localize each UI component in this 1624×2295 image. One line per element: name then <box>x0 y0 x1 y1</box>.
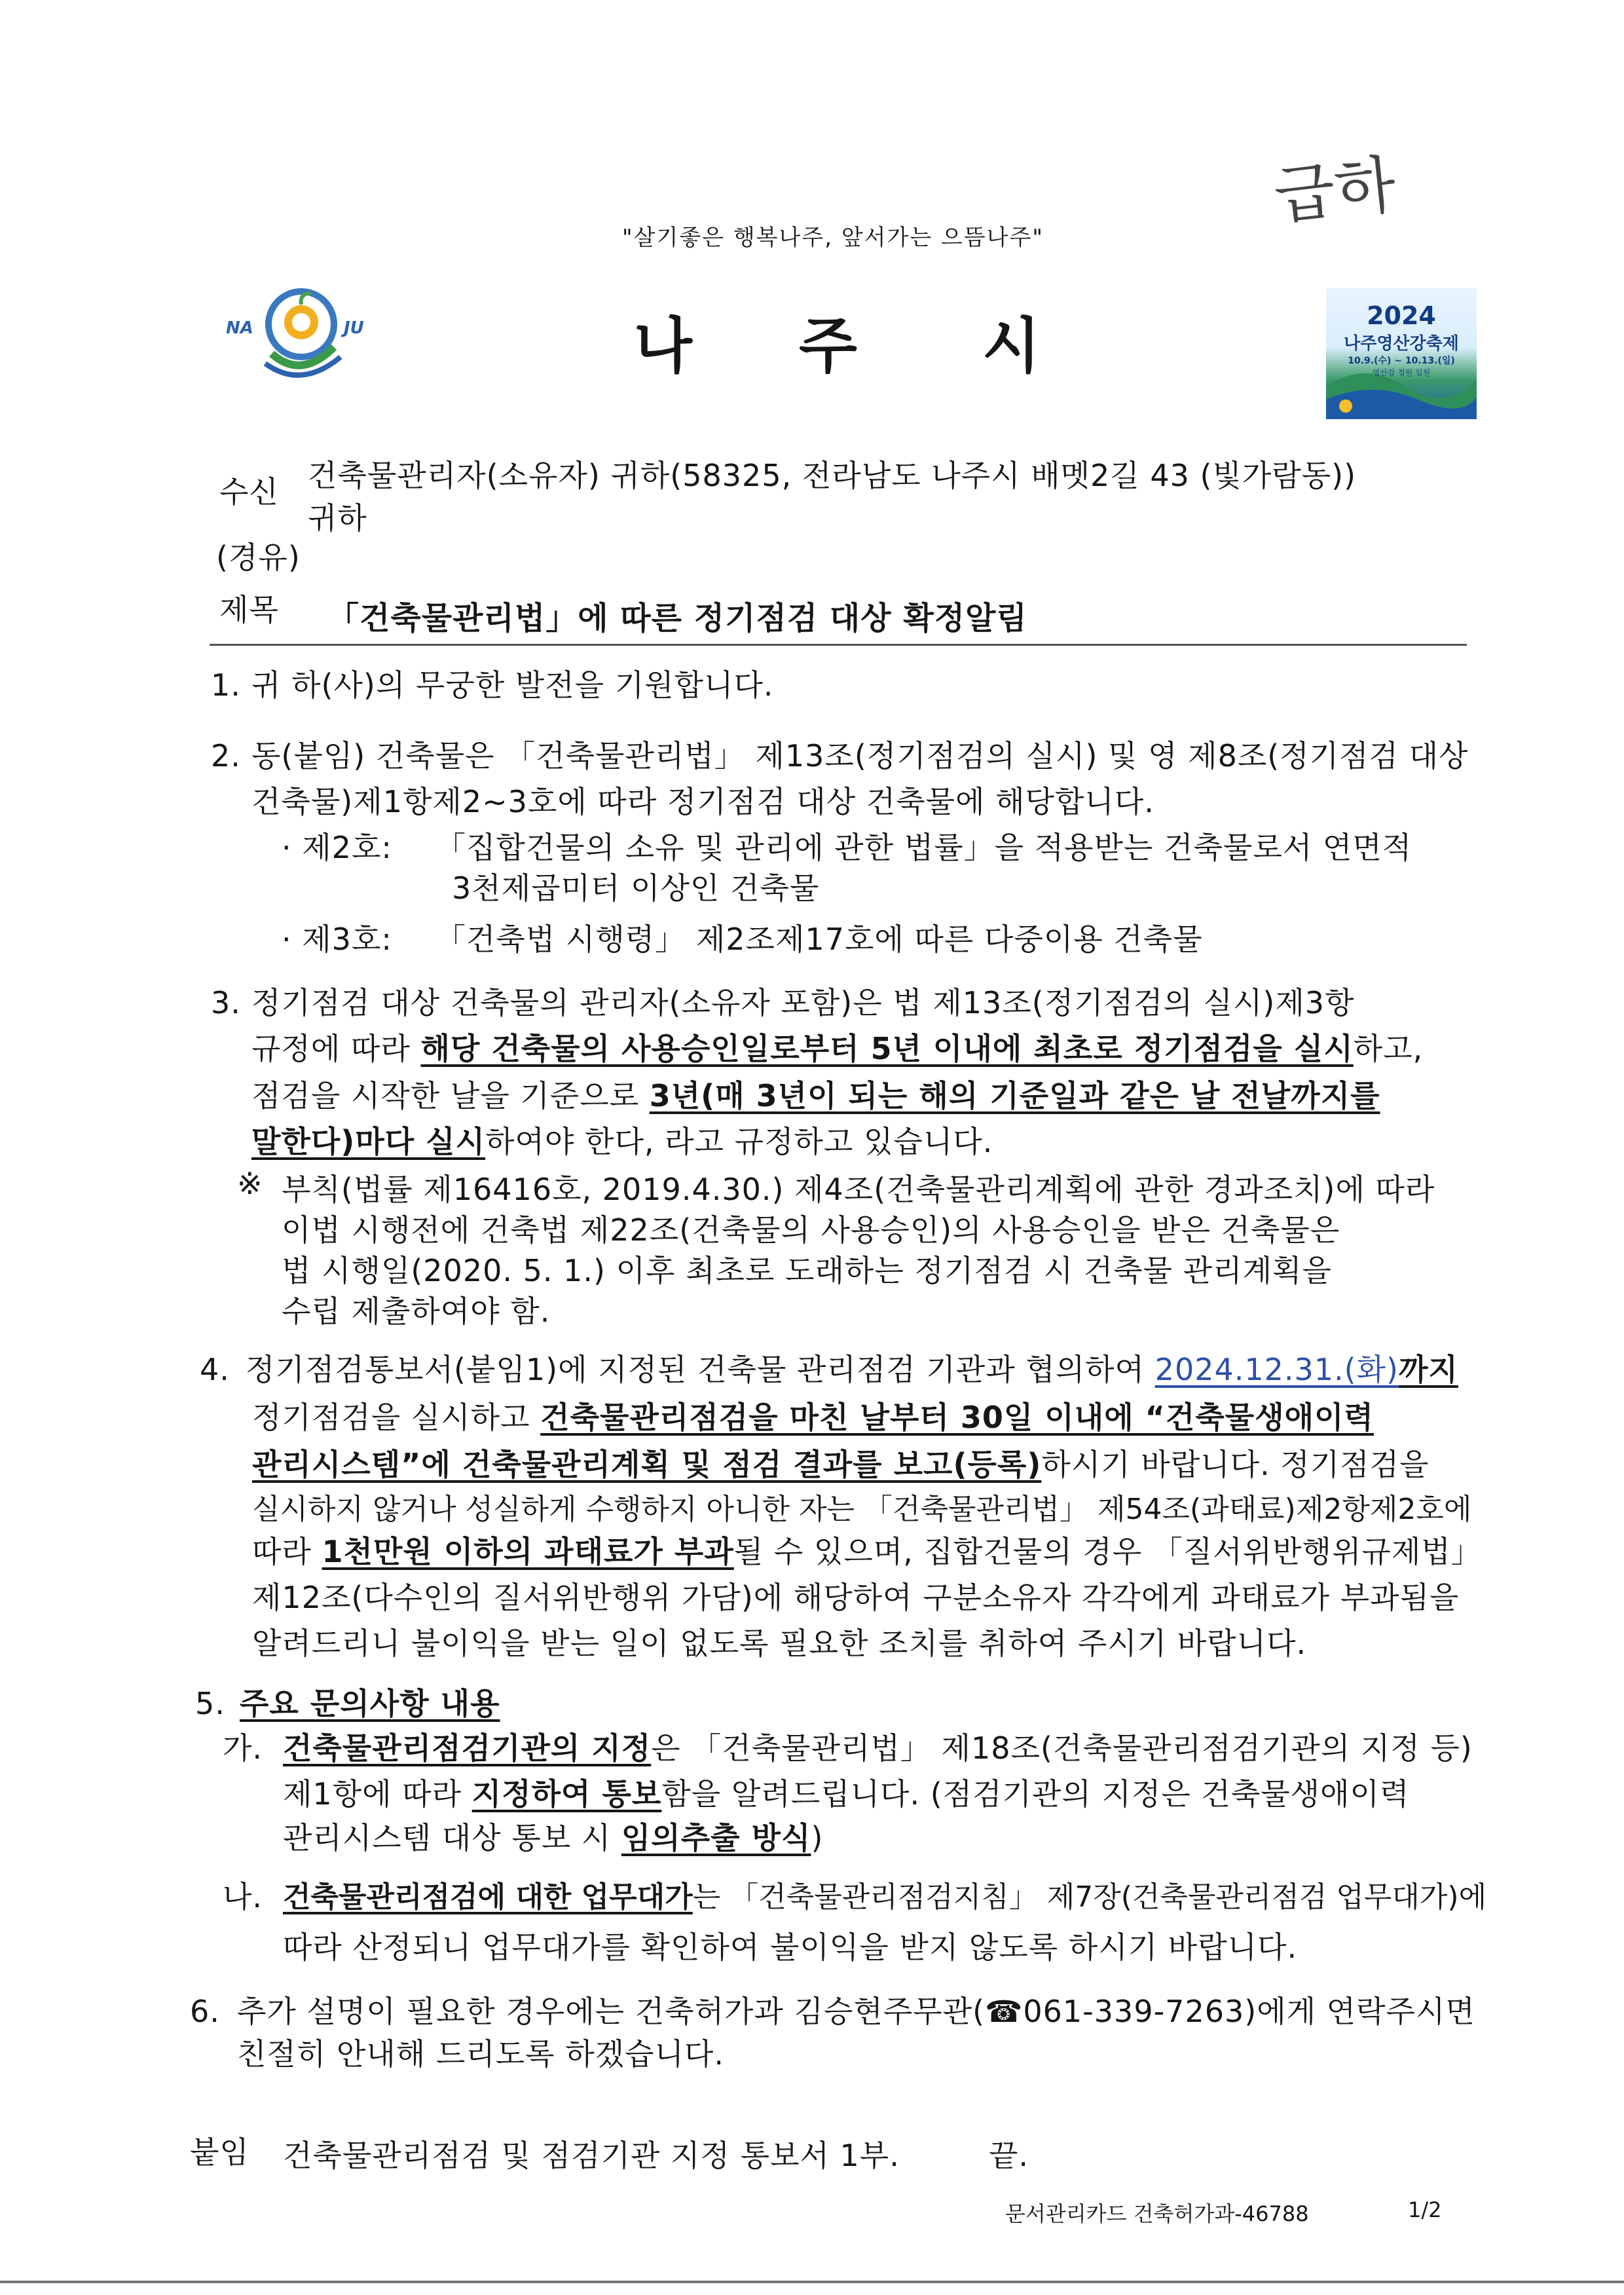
festival-year: 2024 <box>1367 301 1436 330</box>
item-4-line-4: 실시하지 않거나 성실하게 수행하지 아니한 자는 「건축물관리법」 제54조(과태료)제2항제2호에 <box>252 1493 1472 1526</box>
item-3-line-4 <box>251 1118 993 1161</box>
attachment-label: 붙임 <box>190 2135 249 2170</box>
item-4-highlight-3: 1천만원 이하의 과태료가 부과 <box>322 1534 734 1569</box>
item-3-line-2 <box>251 1025 1423 1068</box>
item-6-line-1 <box>190 1988 1475 2031</box>
item-5-b-line-2: 따라 산정되니 업무대가를 확인하여 불이익을 받지 않도록 하시기 바랍니다. <box>283 1930 1298 1965</box>
item-5-a-text-3c: ) <box>811 1820 824 1856</box>
item-4-line-7: 알려드리니 불이익을 받는 일이 없도록 필요한 조치를 취하여 주시기 바랍니다. <box>252 1626 1307 1661</box>
item-3-note-line-3: 법 시행일(2020. 5. 1.) 이후 최초로 도래하는 정기점검 시 건축물 관리계획을 <box>282 1253 1332 1288</box>
item-4-highlight-2: 관리시스템”에 건축물관리계획 및 점검 결과를 보고(등록) <box>252 1447 1042 1482</box>
item-5-number: 5. <box>195 1686 225 1721</box>
subject-text: 「건축물관리법」에 따른 정기점검 대상 확정알림 <box>327 600 1027 637</box>
logo-right-text: JU <box>344 318 364 338</box>
city-title-na: 나 <box>634 311 692 381</box>
item-1-number: 1. <box>211 667 241 703</box>
city-title-si: 시 <box>982 311 1041 381</box>
item-5-line-1 <box>195 1680 500 1723</box>
item-4-line-2 <box>252 1394 1374 1437</box>
recipient-text: 건축물관리자(소유자) 귀하(58325, 전라남도 나주시 배멧2길 43 (빛가람동)) <box>308 458 1357 493</box>
item-5-a-text-1b: 은 「건축물관리법」 제18조(건축물관리점검기관의 지정 등) <box>651 1730 1473 1766</box>
item-4-line-5 <box>252 1528 1482 1571</box>
item-1 <box>211 662 774 705</box>
item-4-text-5a: 따라 <box>252 1534 322 1569</box>
item-6-line-2: 친절히 안내해 드리도록 하겠습니다. <box>237 2036 725 2072</box>
item-4-deadline: 2024.12.31.(화) <box>1154 1352 1399 1387</box>
item-3-number: 3. <box>211 985 241 1020</box>
recipient-label: 수신 <box>219 474 279 510</box>
item-5-b-label: 나. <box>223 1879 263 1914</box>
footer-document-card: 문서관리카드 건축허가과-46788 <box>1005 2201 1309 2226</box>
item-4-text-2a: 정기점검을 실시하고 <box>252 1400 541 1435</box>
item-3-text-2c: 하고, <box>1353 1031 1424 1066</box>
item-1-text: 귀 하(사)의 무궁한 발전을 기원합니다. <box>251 667 774 703</box>
footer-page-number: 1/2 <box>1408 2197 1442 2222</box>
naju-logo <box>226 275 377 393</box>
item-6-number: 6. <box>190 1994 220 2029</box>
attachment-text: 건축물관리점검 및 점검기관 지정 통보서 1부. <box>283 2138 900 2173</box>
festival-dates: 10.9.(수) ~ 10.13.(일) <box>1348 356 1455 366</box>
festival-banner <box>1326 288 1477 419</box>
item-4-line-6: 제12조(다수인의 질서위반행위 가담)에 해당하여 구분소유자 각각에게 과태료가 부과됨을 <box>252 1580 1460 1615</box>
item-3-note-line-2: 이법 시행전에 건축법 제22조(건축물의 사용승인)의 사용승인을 받은 건축물은 <box>282 1212 1340 1248</box>
item-5-b-highlight-1: 건축물관리점검에 대한 업무대가 <box>283 1880 693 1914</box>
item-5-a-text-2a: 제1항에 따라 <box>283 1776 472 1812</box>
item-5-b-line-1 <box>283 1873 1486 1915</box>
item-3-line-1 <box>211 979 1354 1022</box>
item-4-text-5c: 될 수 있으며, 집합건물의 경우 「질서위반행위규제법」 <box>733 1534 1482 1569</box>
item-5-a-text-3a: 관리시스템 대상 통보 시 <box>283 1820 621 1856</box>
item-5-a-line-1 <box>283 1725 1473 1768</box>
item-4-text-1c: 까지 <box>1399 1352 1458 1387</box>
slogan: "살기좋은 행복나주, 앞서가는 으뜸나주" <box>622 225 1044 251</box>
item-4-line-3 <box>252 1441 1430 1484</box>
scan-edge-line <box>0 2281 1624 2283</box>
item-3-highlight-2: 3년(매 3년이 되는 해의 기준일과 같은 날 전날까지를 <box>649 1078 1380 1113</box>
item-2-bullet-1-label: · 제2호: <box>282 830 392 865</box>
item-2-text-1: 동(붙임) 건축물은 「건축물관리법」 제13조(정기점검의 실시) 및 영 제8조(정기점검 대상 <box>251 738 1469 774</box>
item-4-line-1 <box>200 1346 1458 1389</box>
item-2-bullet-1-line-2: 3천제곱미터 이상인 건축물 <box>452 870 820 906</box>
item-4-number: 4. <box>200 1352 230 1387</box>
item-3-note-mark: ※ <box>237 1166 263 1201</box>
logo-left-text: NA <box>226 318 253 338</box>
item-5-a-text-2c: 함을 알려드립니다. (점검기관의 지정은 건축물생애이력 <box>661 1776 1410 1812</box>
item-5-a-label: 가. <box>223 1730 263 1766</box>
item-5-title: 주요 문의사항 내용 <box>240 1686 500 1721</box>
item-3-line-3 <box>251 1072 1380 1115</box>
item-3-highlight-1: 해당 건축물의 사용승인일로부터 5년 이내에 최초로 정기점검을 실시 <box>420 1031 1354 1066</box>
item-2-bullet-2-line-1: 「건축법 시행령」 제2조제17호에 따른 다중이용 건축물 <box>435 922 1203 957</box>
item-3-text-1: 정기점검 대상 건축물의 관리자(소유자 포함)은 법 제13조(정기점검의 실시)제3항 <box>251 985 1355 1020</box>
item-3-text-4b: 하여야 한다, 라고 규정하고 있습니다. <box>485 1124 993 1159</box>
item-3-note-line-4: 수립 제출하여야 함. <box>282 1294 551 1329</box>
recipient-text-2: 귀하 <box>308 500 367 536</box>
subject-label: 제목 <box>219 592 279 627</box>
item-3-text-3a: 점검을 시작한 날을 기준으로 <box>251 1078 650 1113</box>
item-5-a-highlight-2: 지정하여 통보 <box>471 1776 662 1812</box>
via-label: (경유) <box>216 540 301 575</box>
attachment-end: 끝. <box>989 2138 1029 2173</box>
festival-place: 영산강 정원 일원 <box>1372 368 1431 377</box>
item-4-text-1a: 정기점검통보서(붙임1)에 지정된 건축물 관리점검 기관과 협의하여 <box>246 1352 1155 1387</box>
item-5-a-highlight-3: 임의추출 방식 <box>621 1820 811 1856</box>
item-5-a-line-3 <box>283 1814 823 1857</box>
item-3-highlight-3: 말한다)마다 실시 <box>251 1124 486 1159</box>
item-5-b-text-1b: 는 「건축물관리점검지침」 제7장(건축물관리점검 업무대가)에 <box>692 1880 1487 1914</box>
festival-name: 나주영산강축제 <box>1344 334 1459 354</box>
item-6-text-1: 추가 설명이 필요한 경우에는 건축허가과 김승현주무관(☎061-339-7263)에게 연락주시면 <box>237 1994 1475 2029</box>
item-4-text-3b: 하시기 바랍니다. 정기점검을 <box>1041 1447 1430 1482</box>
item-2-line-2: 건축물)제1항제2~3호에 따라 정기점검 대상 건축물에 해당합니다. <box>251 784 1154 819</box>
item-2-number: 2. <box>211 738 241 774</box>
item-5-a-highlight-1: 건축물관리점검기관의 지정 <box>283 1730 652 1766</box>
handwritten-note: 급하 <box>1270 147 1399 234</box>
item-2-line-1 <box>211 732 1468 775</box>
item-2-bullet-1-line-1: 「집합건물의 소유 및 관리에 관한 법률」을 적용받는 건축물로서 연면적 <box>435 830 1412 865</box>
item-3-text-2a: 규정에 따라 <box>251 1031 421 1066</box>
subject-divider <box>210 644 1467 646</box>
city-title-ju: 주 <box>799 311 857 381</box>
item-3-note-line-1: 부칙(법률 제16416호, 2019.4.30.) 제4조(건축물관리계획에 관한 경과조치)에 따라 <box>282 1172 1435 1207</box>
item-4-highlight-1: 건축물관리점검을 마친 날부터 30일 이내에 “건축물생애이력 <box>540 1400 1374 1435</box>
item-5-a-line-2 <box>283 1770 1409 1814</box>
item-2-bullet-2-label: · 제3호: <box>282 922 392 957</box>
